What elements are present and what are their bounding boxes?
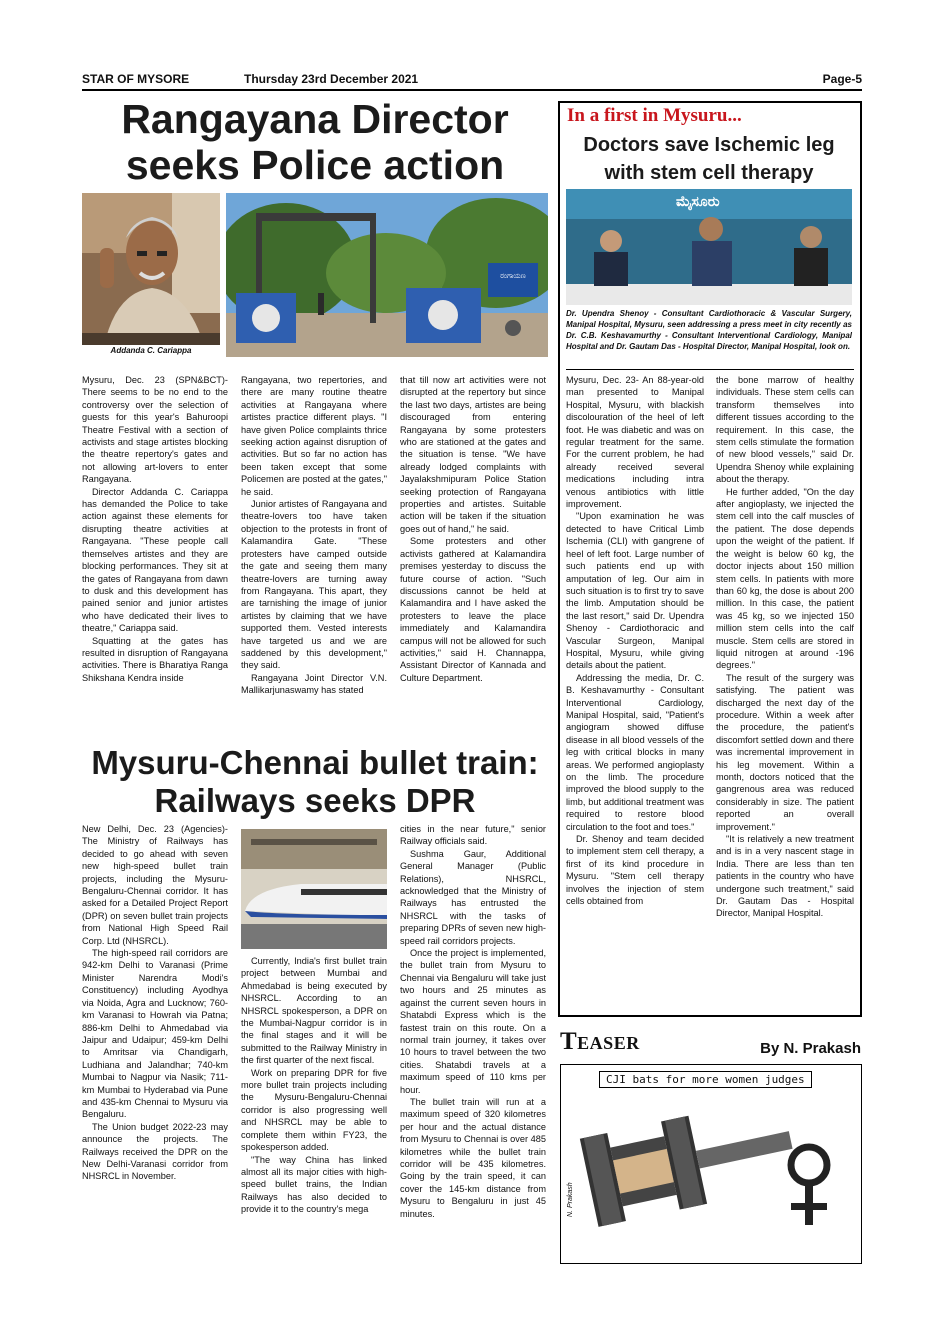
rangayana-column-1 <box>82 374 228 684</box>
cariappa-photo <box>82 193 220 357</box>
rangayana-gate-photo <box>226 193 548 357</box>
rangayana-column-2 <box>241 374 387 697</box>
paragraph: Sushma Gaur, Additional General Manager (Public Relations), NHSRCL, acknowledged that the Ministry of Railways has entrusted the NHSRCL with the tasks of preparing DPRs of seven new high-speed rail corridors projects. <box>400 848 546 946</box>
bullet-train-column-1 <box>82 823 228 1183</box>
headline-line-2: seeks Police action <box>125 142 505 188</box>
paragraph: Once the project is implemented, the bullet train from Mysuru to Chennai via Bengaluru will take just two hours and 25 minutes as against the current seven hours in Shatabdi Express which is the fastest train on this route. On a normal train journey, it takes over 10 hours to travel between the two cities. Shatabdi travels at a maximum speed of 110 kms per hour. <box>400 948 546 1095</box>
paragraph: "Upon examination he was detected to have Critical Limb Ischemia (CLI) with gangrene of heel of left foot. Large number of such patients end up with amputation of leg. Our aim in such situation is to first try to save the limb. Amputation should be the last resort," said Dr. Upendra Shenoy - Cardiothoracic and Vascular Surgeon, Manipal Hospital, Mysuru, while giving details about the patient. <box>566 511 704 671</box>
bullet-train-column-3 <box>400 823 546 1220</box>
paragraph: The bullet train will run at a maximum speed of 320 kilometres per hour and the actual distance from Mysuru to Chennai is over 485 kilometres while the bullet train corridor will be 435 kilometres. Going by the train speed, it can cover the 145-km distance from Mysuru to Bengaluru in just 45 minutes. <box>400 1096 546 1219</box>
cartoon-signature: N. Prakash <box>567 1182 574 1217</box>
teaser-byline: By N. Prakash <box>760 1040 861 1057</box>
stem-cell-headline <box>562 131 856 187</box>
rangayana-column-3 <box>400 374 546 684</box>
stem-cell-column-1 <box>566 374 704 907</box>
paragraph: Mysuru, Dec. 23- An 88-year-old man presented to Manipal Hospital, Mysuru, with blackish discolouration of the heel of left foot. He was diabetic and was on regular treatment for the same. For the current problem, he had already received several medications including intra venous antibiotics with little improvement. <box>566 375 704 510</box>
paper-name: STAR OF MYSORE <box>82 72 190 86</box>
train-illustration <box>241 829 387 949</box>
teaser-title: Teaser <box>560 1028 640 1055</box>
stem-cell-column-2 <box>716 374 854 920</box>
paragraph: Mysuru, Dec. 23 (SPN&BCT)- There seems to be no end to the controversy over the selection of guests for this year's Bahuroopi Theatre Festival with a section of activists and stage artistes blocking the theatre repertory's gates and not allowing art-lovers to enter Rangayana. <box>82 375 228 485</box>
masthead <box>82 72 862 90</box>
backdrop-text: ಮೈಸೂರು <box>676 193 720 209</box>
paragraph: Director Addanda C. Cariappa has demanded the Police to take action against these elements for disrupting theatre activities at Rangayana. "These people call themselves artistes and they are blocking performances. They sit at the gates of Rangayana from dawn to dusk and this development has pained senior and junior artistes who have dedicated their lives to theatre," Cariappa said. <box>82 486 228 634</box>
paragraph: Dr. Shenoy and team decided to implement stem cell therapy, a first of its kind procedure in Mysuru. "Stem cell therapy involves the injection of stem cells obtained from <box>566 834 704 907</box>
paragraph: The Union budget 2022-23 may announce the projects. The Railways received the DPR on the New Delhi-Varanasi corridor from NHSRCL in November. <box>82 1121 228 1182</box>
paragraph: Some protesters and other activists gathered at Kalamandira premises yesterday to discuss the future course of action. "Such discussions cannot be held at Kalamandira and I have asked the protesters to leave the place immediately and Kalamandira campus will not be allowed for such activities," said H. Channappa, Assistant Director of Kannada and Culture Department. <box>400 536 546 683</box>
paragraph: He further added, "On the day after angioplasty, we injected the stem cell into the calf muscles of the patient. The dose depends upon the weight of the patient. If the weight is below 60 kg, the doctor injects about 150 million stem cells. In patients with more than 60 kg, the dose is about 200 million. In this case, the patient was 45 kg, so we injected 150 million stem cells into the calf muscle. Stem cells are stored in liquid nitrogen at around -196 degrees." <box>716 486 854 671</box>
paragraph: "The way China has linked almost all its major cities with high-speed bullet trains, the Indian Railways has also decided to provide it to the country's mega <box>241 1154 387 1215</box>
paragraph: Currently, India's first bullet train project between Mumbai and Ahmedabad is being executed by NHSRCL. According to an NHSRCL spokesperson, a DPR on the Mumbai-Nagpur corridor is in the final stages and it will be submitted to the Railway Ministry in the first quarter of the next fiscal. <box>241 956 387 1066</box>
bullet-train-column-2 <box>241 955 387 1216</box>
page-number: Page-5 <box>822 72 862 86</box>
paragraph: Rangayana Joint Director V.N. Mallikarjunaswamy has stated <box>241 672 387 696</box>
paragraph: the bone marrow of healthy individuals. These stem cells can transform themselves into different tissues according to the requirement. In this case, the stem cells stimulate the formation of new blood vessels," said Dr. Upendra Shenoy while explaining about the therapy. <box>716 375 854 485</box>
headline-line-1: Rangayana Director <box>121 96 509 142</box>
paragraph: that till now art activities were not disrupted at the repertory but since the last two days, artistes are being discouraged from entering Rangayana by some protesters who are stationed at the gates and the situation is tense. "We have already lodged complaints with Jayalakshmipuram Police Station seeking protection of Rangayana properties and artistes. Suitable action will be taken if the situation goes out of hand," he said. <box>400 375 546 534</box>
bullet-train-photo <box>241 829 387 949</box>
rangayana-headline <box>82 96 548 188</box>
portrait-caption: Addanda C. Cariappa <box>82 345 220 357</box>
paragraph: cities in the near future," senior Railway officials said. <box>400 824 546 847</box>
paragraph: Rangayana, two repertories, and there are many routine theatre activities at Rangayana where artistes practice different plays. "I have given Police complaints thrice seeking action against disruption of activities. But so far no action has been taken except that some Policemen are posted at the gates," he said. <box>241 375 387 497</box>
cartoon-frame <box>560 1064 862 1264</box>
portrait-illustration <box>82 193 220 357</box>
paragraph: Junior artistes of Rangayana and theatre-lovers too have taken objection to the protests in front of Kalamandira Gate. "These protesters have camped outside the gate and seeing them many theatre-lovers are turning away from Rangayana. This apart, they are tarnishing the image of junior artistes by claiming that we have supported them. Vested interests have targeted us and we are saddened by this development," they said. <box>241 499 387 671</box>
headline-line-1: Doctors save Ischemic leg <box>583 134 835 156</box>
caption-rule <box>566 369 854 370</box>
gavel-female-symbol-icon <box>561 1065 861 1263</box>
headline-line-2: with stem cell therapy <box>604 162 814 184</box>
press-meet-photo <box>566 189 852 305</box>
paragraph: Squatting at the gates has resulted in disruption of Rangayana activities. There is Bharatiya Ranga Shikshana Kendra inside <box>82 635 228 683</box>
paragraph: Work on preparing DPR for five more bullet train projects including the Mysuru-Bengaluru-Chennai corridor is also progressing well and NHSRCL may be able to complete them within FY23, the spokesperson added. <box>241 1067 387 1153</box>
cartoon-caption: CJI bats for more women judges <box>599 1071 812 1088</box>
paragraph: The result of the surgery was satisfying. The patient was discharged the next day of the procedure. Within a week after the procedure, the patient's discomfort settled down and there was incremental improvement in his leg movement. Within a month, doctors noticed that the gangrenous area was reduced considerably in size. The patient reported an overall improvement." <box>716 672 854 832</box>
kicker: In a first in Mysuru... <box>567 105 742 126</box>
paragraph: Addressing the media, Dr. C. B. Keshavamurthy - Consultant Interventional Cardiology, Manipal Hospital, said, "Patient's angiogram showed diffuse disease in all blood vessels of the leg with critical blocks in many areas. We performed angioplasty on the limb. The procedure improved the blood supply to the limb, but additional treatment was required to restore blood circulation to the foot and toes." <box>566 672 704 832</box>
headline-line-2: Railways seeks DPR <box>154 782 476 819</box>
issue-date: Thursday 23rd December 2021 <box>244 72 419 86</box>
headline-line-1: Mysuru-Chennai bullet train: <box>91 744 539 781</box>
paragraph: The high-speed rail corridors are 942-km Delhi to Varanasi (Prime Minister Narendra Modi's Constituency) including Ayodhya via Noida, Agra and Lucknow; 760-km Varanasi to Howrah via Patna; 886-km Delhi to Ahmedabad via Jaipur and Udaipur; 459-km Delhi to Amritsar via Chandigarh, Ludhiana and Jalandhar; 740-km Mumbai to Nagpur via Nasik; 711-km Mumbai to Hyderabad via Pune and 435-km Chennai to Mysuru via Bengaluru. <box>82 948 228 1120</box>
paragraph: New Delhi, Dec. 23 (Agencies)- The Ministry of Railways has decided to go ahead with seven new high-speed bullet train projects, including the Mysuru-Bengaluru-Chennai corridor. It has asked for a Detailed Project Report (DPR) on seven bullet train projects from National High Speed Rail Corp. Ltd (NHSRCL). <box>82 824 228 946</box>
gate-sign: ರಂಗಾಯಣ <box>500 273 526 280</box>
bullet-train-headline <box>82 744 548 820</box>
press-meet-caption: Dr. Upendra Shenoy - Consultant Cardiothoracic & Vascular Surgery, Manipal Hospital, Mysuru, seen addressing a press meet in city recently as Dr. C.B. Keshavamurthy - Consultant Interventional Cardiology, Manipal Hospital and Dr. Gautam Das - Hospital Director, Manipal Hospital, look on. <box>566 309 852 351</box>
masthead-rule <box>82 89 862 91</box>
paragraph: "It is relatively a new treatment and is in a very nascent stage in India. There are less than ten patients in the country who have undergone such treatment," said Dr. Gautam Das - Hospital Director, Manipal Hospital. <box>716 834 854 919</box>
